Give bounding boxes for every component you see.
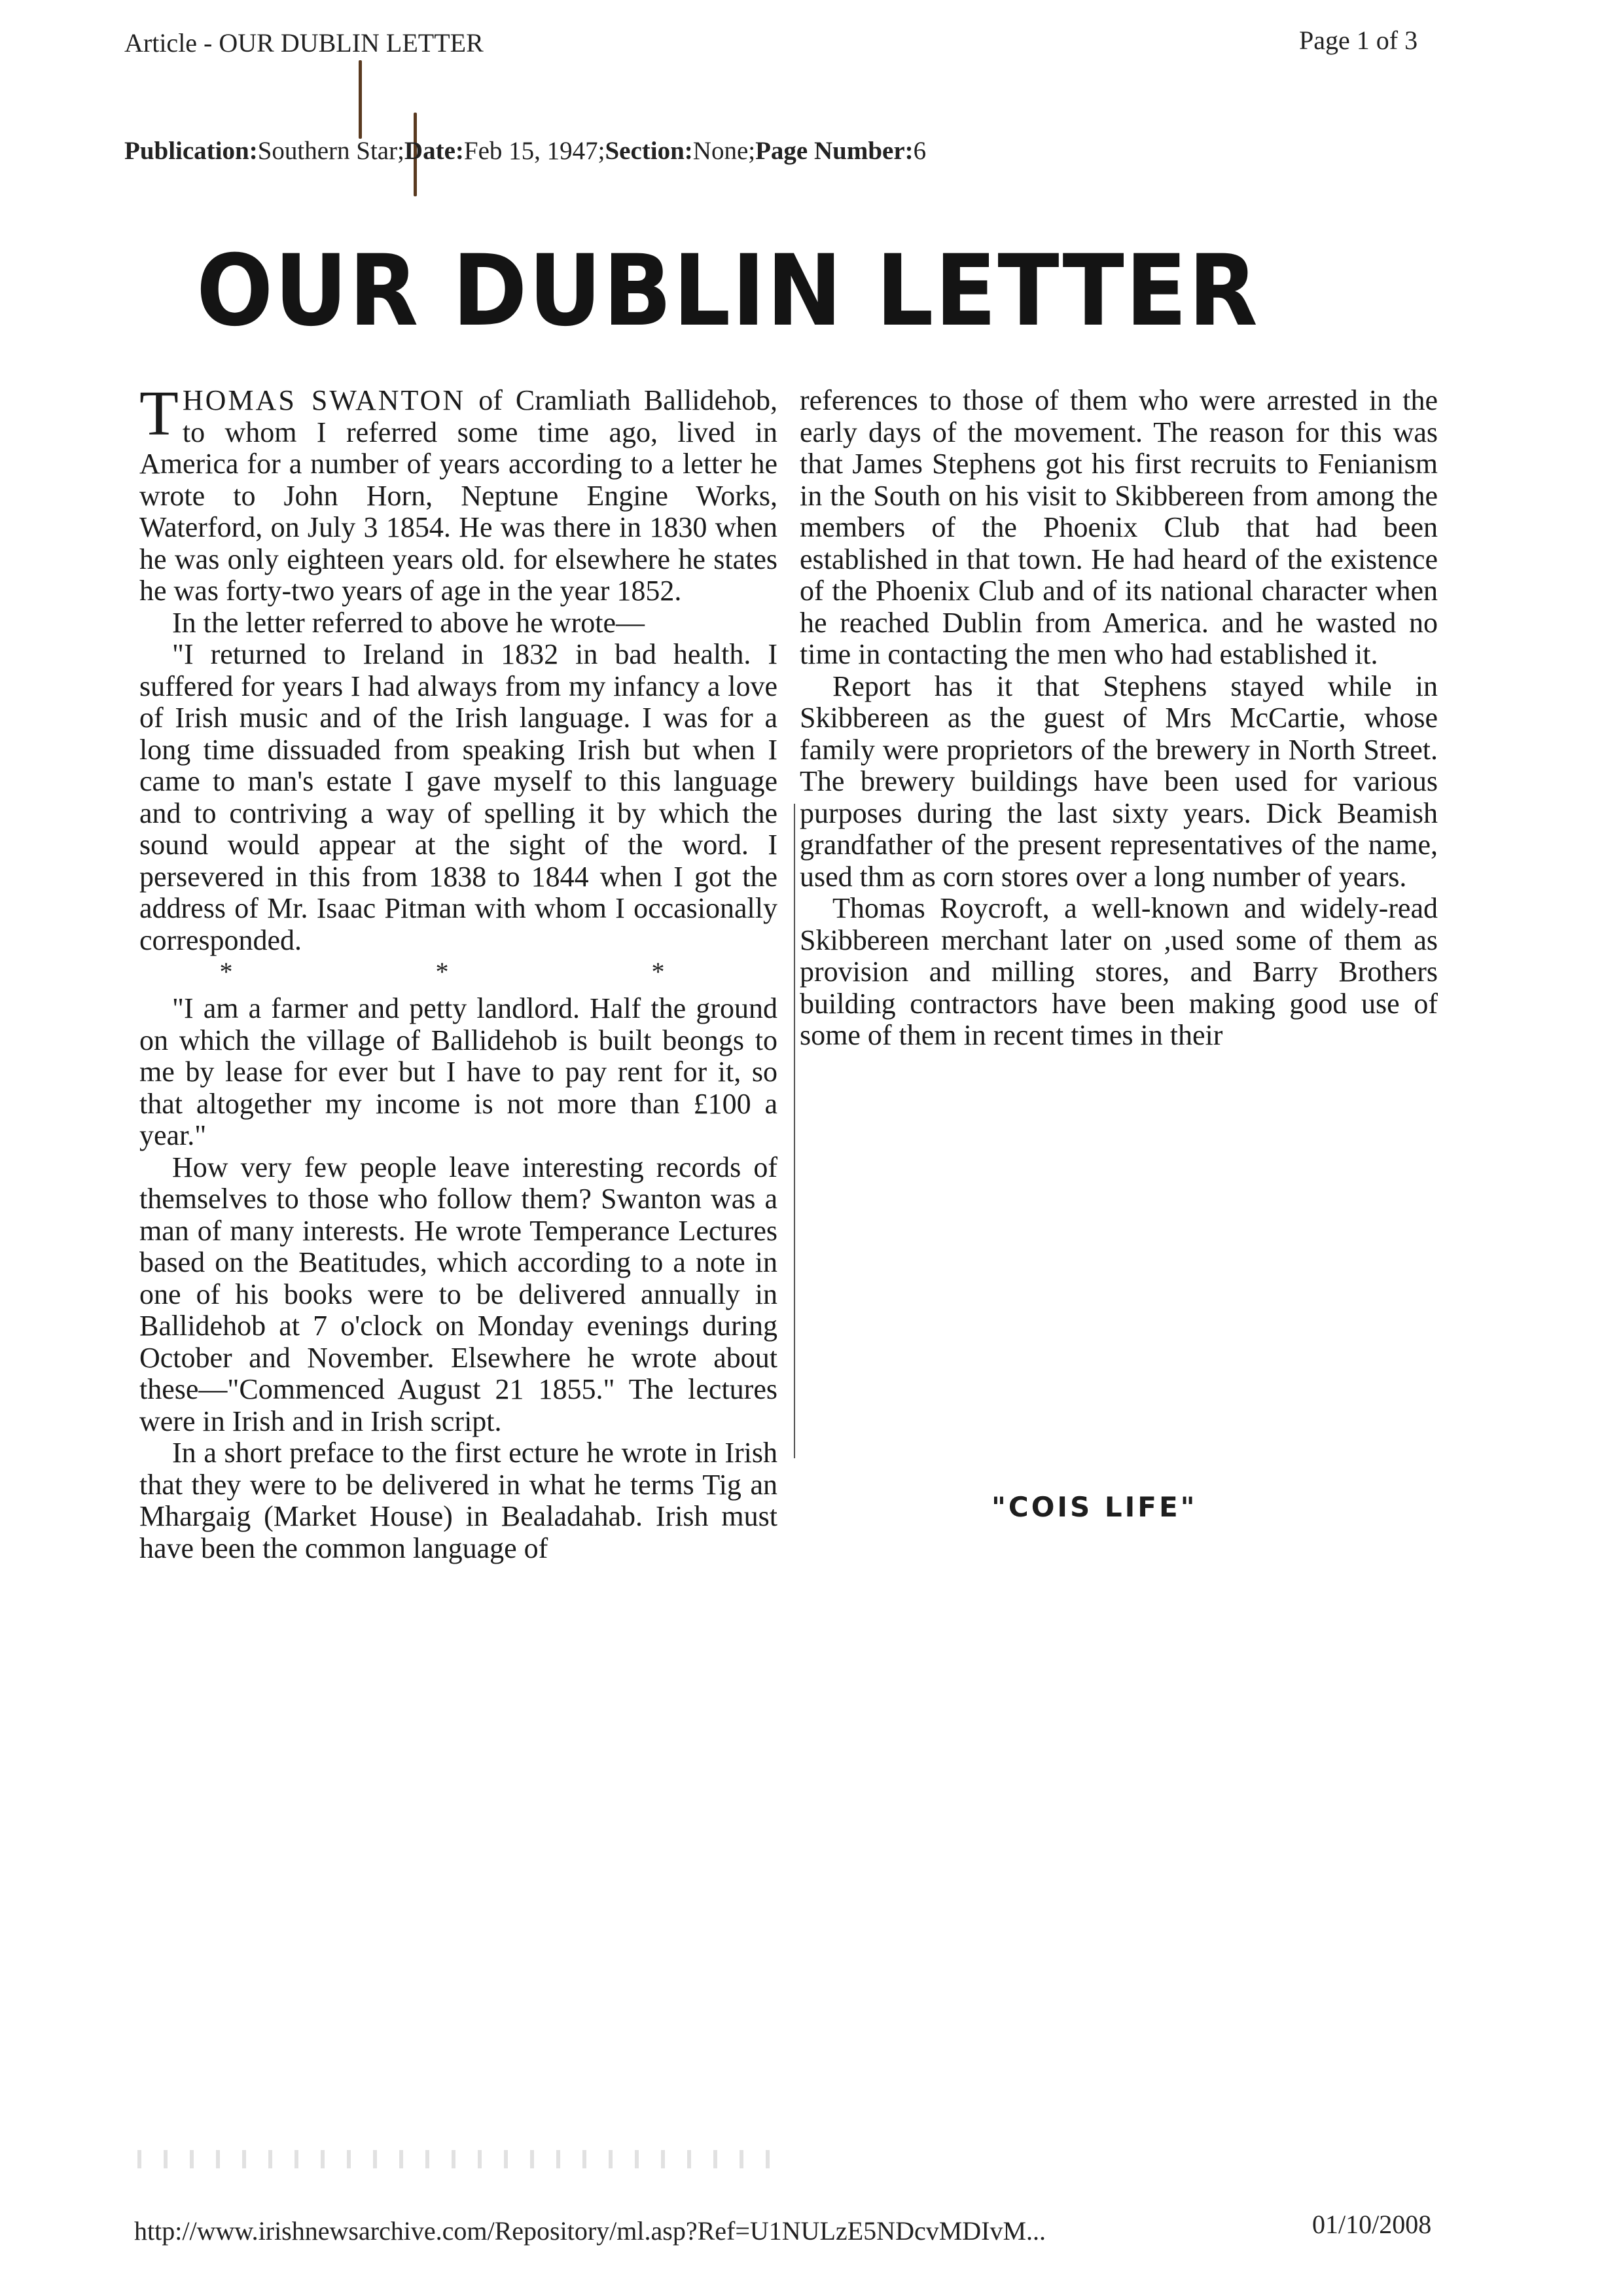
cut-off-text-line bbox=[137, 2150, 792, 2168]
left-column bbox=[139, 378, 777, 1564]
section-label: Section: bbox=[605, 137, 693, 165]
headline: OUR DUBLIN LETTER bbox=[196, 234, 1259, 348]
section-break-stars: * * * bbox=[219, 957, 763, 986]
date-value: Feb 15, 1947; bbox=[463, 137, 605, 165]
left-paragraph-2: In the letter referred to above he wrote— bbox=[172, 606, 645, 639]
right-column bbox=[800, 385, 1438, 1052]
publication-label: Publication: bbox=[124, 137, 258, 165]
publication-line bbox=[124, 136, 926, 166]
left-paragraph-4: "I am a farmer and petty landlord. Half the ground on which the village of Ballidehob is built beongs to me by lease for ever but I have to pay rent for it, so that altogether my income is not more than £100 a year." bbox=[139, 992, 777, 1151]
page-number-value: 6 bbox=[913, 137, 927, 165]
ink-mark bbox=[359, 60, 362, 139]
left-paragraph-3: "I returned to Ireland in 1832 in bad health. I suffered for years I had always from my infancy a love of Irish music and of the Irish language. I was for a long time dissuaded from speaking Irish but when I came to man's estate I gave myself to this language and to contriving a way of spelling it by which the sound would appear at the sight of the word. I persevered in this from 1838 to 1844 when I got the address of Mr. Isaac Pitman with whom I occasionally corresponded. bbox=[139, 638, 777, 956]
source-url: http://www.irishnewsarchive.com/Repository/ml.asp?Ref=U1NULzE5NDcvMDIvM... bbox=[134, 2216, 1046, 2246]
page-number-label: Page Number: bbox=[755, 137, 914, 165]
left-paragraph-6: In a short preface to the first ecture he wrote in Irish that they were to be delivered in what he terms Tig an Mhargaig (Market House) in Bealadahab. Irish must have been the common language of bbox=[139, 1437, 777, 1564]
date-label: Date: bbox=[404, 137, 464, 165]
right-paragraph-1: references to those of them who were arrested in the early days of the movement. The reason for this was that James Stephens got his first recruits to Fenianism in the South on his visit to Skibbereen from among the members of the Phoenix Club that had been established in that town. He had heard of the existence of the Phoenix Club and of its national character when he reached Dublin from America. and he wasted no time in contacting the men who had established it. bbox=[800, 384, 1438, 670]
print-date: 01/10/2008 bbox=[1312, 2210, 1432, 2239]
section-value: None; bbox=[692, 137, 756, 165]
right-paragraph-2: Report has it that Stephens stayed while in Skibbereen as the guest of Mrs McCartie, whose family were proprietors of the brewery in North Street. The brewery buildings have been used for various purposes during the last sixty years. Dick Beamish grandfather of the present representatives of the name, used thm as corn stores over a long number of years. bbox=[800, 670, 1438, 893]
left-paragraph-1 bbox=[139, 378, 777, 607]
drop-cap: T bbox=[139, 378, 179, 449]
right-paragraph-3: Thomas Roycroft, a well-known and widely-read Skibbereen merchant later on ,used some of them as provision and milling stores, and Barry Brothers building contractors have been making good use of some of them in recent times in their bbox=[800, 892, 1438, 1051]
lead-name: HOMAS SWANTON bbox=[182, 384, 466, 416]
column-divider bbox=[794, 804, 795, 1458]
left-paragraph-5: How very few people leave interesting records of themselves to those who follow them? Swanton was a man of many interests. He wrote Temperance Lectures based on the Beatitudes, which according to a note in one of his books were to be delivered annually in Ballidehob at 7 o'clock on Monday evenings during October and November. Elsewhere he wrote about these—"Commenced August 21 1855." The lectures were in Irish and in Irish script. bbox=[139, 1151, 777, 1437]
subheading: "COIS LIFE" bbox=[991, 1491, 1198, 1523]
publication-value: Southern Star; bbox=[257, 137, 404, 165]
left-paragraph-1-text: of Cramliath Ballidehob, to whom I referred some time ago, lived in America for a number of years according to a letter he wrote to John Horn, Neptune Engine Works, Waterford, on July 3 1854. He was there in 1830 when he was only eighteen years old. for elsewhere he states he was forty-two years of age in the year 1852. bbox=[139, 384, 777, 607]
article-title: Article - OUR DUBLIN LETTER bbox=[124, 28, 484, 58]
page-info: Page 1 of 3 bbox=[1299, 26, 1418, 55]
